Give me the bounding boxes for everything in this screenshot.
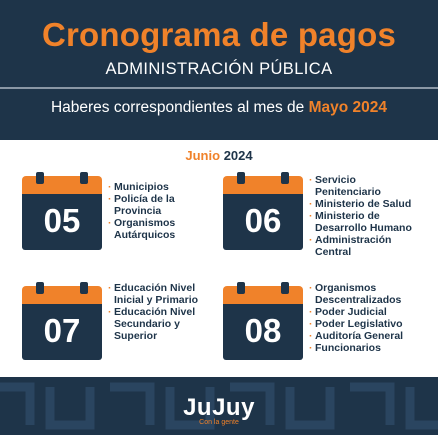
list-item: · Auditoría General (309, 330, 419, 342)
list-item: · Policía de la Provincia (108, 193, 204, 217)
logo-slogan: Con la gente (199, 419, 239, 426)
calendar-header (223, 286, 303, 304)
list-item: · Ministerio de Desarrollo Humano (309, 210, 419, 234)
schedule-month (0, 148, 438, 163)
calendar-ring (237, 282, 245, 294)
list-item: · Administración Central (309, 234, 419, 258)
list-item: · Organismos Descentralizados (309, 282, 419, 306)
payment-day: 07 (43, 312, 81, 349)
haberes-prefix: Haberes correspondientes al mes de (50, 99, 309, 116)
payment-day: 06 (244, 202, 282, 239)
list-item: · Servicio Penitenciario (309, 174, 419, 198)
list-item: · Funcionarios (309, 342, 419, 354)
list-item: · Municipios (108, 181, 204, 193)
agency-list (108, 282, 200, 342)
agency-list (309, 282, 419, 354)
calendar-header (223, 176, 303, 194)
calendar-ring (281, 172, 289, 184)
calendar-ring (80, 172, 88, 184)
list-item: · Poder Judicial (309, 306, 419, 318)
calendar-ring (36, 282, 44, 294)
payment-day: 05 (43, 202, 81, 239)
page-title: Cronograma de pagos (41, 16, 397, 53)
payment-day: 08 (244, 312, 282, 349)
haberes-month: Mayo 2024 (308, 99, 388, 116)
calendar-ring (281, 282, 289, 294)
calendar-header (22, 176, 102, 194)
calendar-ring (237, 172, 245, 184)
calendar-icon (22, 172, 102, 252)
agency-list (309, 174, 419, 258)
header-divider (0, 87, 438, 89)
list-item: · Ministerio de Salud (309, 198, 419, 210)
calendar-icon (223, 172, 303, 252)
calendar-icon (223, 282, 303, 362)
agency-list (108, 181, 204, 241)
haberes-line (0, 99, 438, 117)
list-item: · Poder Legislativo (309, 318, 419, 330)
month-name: Junio (185, 148, 221, 163)
calendar-ring (80, 282, 88, 294)
jujuy-logo: JuJuy (183, 394, 255, 421)
page-subtitle: ADMINISTRACIÓN PÚBLICA (105, 60, 333, 78)
list-item: · Organismos Autárquicos (108, 217, 204, 241)
month-year: 2024 (223, 148, 253, 163)
calendar-header (22, 286, 102, 304)
list-item: · Educación Nivel Inicial y Primario (108, 282, 200, 306)
calendar-ring (36, 172, 44, 184)
list-item: · Educación Nivel Secundario y Superior (108, 306, 200, 342)
calendar-icon (22, 282, 102, 362)
